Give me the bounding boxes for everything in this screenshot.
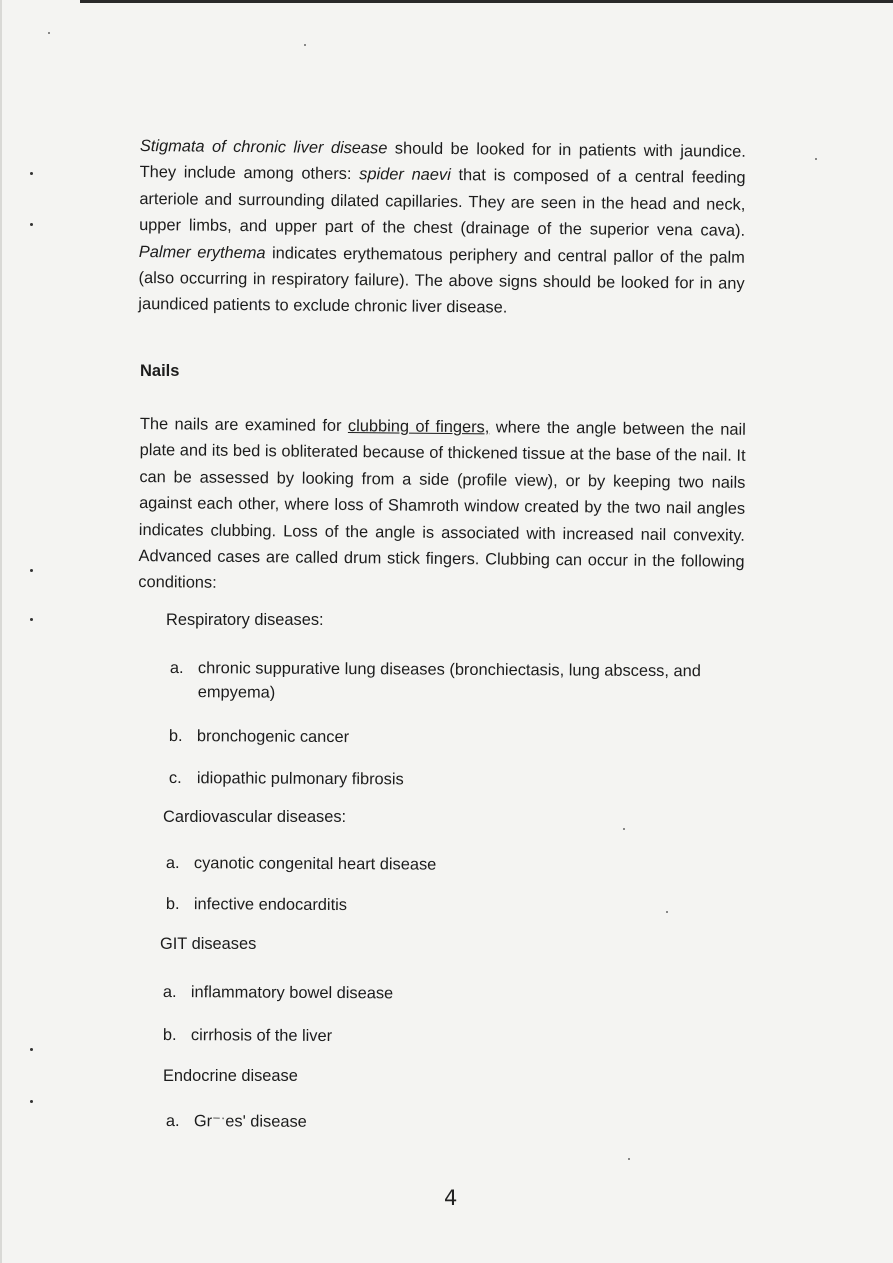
list-item bbox=[166, 1109, 307, 1134]
paragraph-text: The nails are examined for bbox=[139, 414, 349, 435]
list-marker: b. bbox=[162, 1026, 177, 1045]
paragraph-text: that is composed of a central feeding arteriole and surrounding dilated capillaries. They are seen in the head and neck, upper limbs, and upper part of the chest (drainage of the superior vena cava). bbox=[139, 166, 746, 241]
list-item-text: infective endocarditis bbox=[193, 895, 348, 915]
term-clubbing-of-fingers: clubbing of fingers, bbox=[347, 416, 490, 437]
paragraph-text: where the angle between the nail plate and its bed is obliterated because of thickened tissue at the base of the nail. It can be assessed by looking from a side (profile view), or by keeping two nails against each other, where loss of Shamroth window created by the two nail angles indicates clubbing. Loss of the angle is associated with increased nail convexity. Advanced cases are called drum stick fingers. Clubbing can occur in the following conditions: bbox=[138, 418, 746, 593]
scan-speck bbox=[30, 1100, 33, 1103]
list-marker: a. bbox=[169, 658, 184, 678]
scan-speck bbox=[623, 828, 625, 830]
scan-top-edge bbox=[80, 0, 893, 3]
list-item bbox=[170, 656, 750, 708]
term-palmer-erythema: Palmer erythema bbox=[138, 242, 266, 262]
list-item bbox=[166, 851, 437, 877]
scan-speck bbox=[30, 618, 33, 621]
list-marker: a. bbox=[162, 982, 177, 1002]
group-label-cardiovascular: Cardiovascular diseases: bbox=[163, 808, 347, 826]
list-item-text: cirrhosis of the liver bbox=[190, 1026, 333, 1046]
list-item bbox=[163, 980, 393, 1005]
list-item-text: chronic suppurative lung diseases (bronchiectasis, lung abscess, and bbox=[197, 659, 701, 681]
scan-speck bbox=[30, 172, 33, 175]
list-item-text: bronchogenic cancer bbox=[196, 727, 350, 747]
list-item bbox=[169, 766, 404, 791]
section-heading-nails: Nails bbox=[140, 362, 180, 380]
list-marker: b. bbox=[165, 894, 180, 914]
paragraph-nails bbox=[138, 411, 746, 602]
list-item-text: inflammatory bowel disease bbox=[190, 983, 394, 1003]
term-spider-naevi: spider naevi bbox=[359, 165, 451, 185]
scan-speck bbox=[30, 223, 33, 226]
list-marker: a. bbox=[165, 853, 180, 873]
list-marker: b. bbox=[168, 726, 183, 746]
group-label-git: GIT diseases bbox=[160, 935, 257, 953]
page-number: 4 bbox=[444, 1186, 458, 1210]
list-item-text: idiopathic pulmonary fibrosis bbox=[196, 769, 404, 789]
term-stigmata: Stigmata of chronic liver disease bbox=[139, 136, 388, 158]
list-item-text-continued: empyema) bbox=[197, 683, 276, 702]
list-item-text: cyanotic congenital heart disease bbox=[193, 854, 437, 874]
list-item-text: Gr⁻ˑes' disease bbox=[193, 1112, 307, 1131]
list-marker: c. bbox=[168, 768, 182, 788]
scan-speck bbox=[48, 32, 50, 34]
group-label-respiratory: Respiratory diseases: bbox=[166, 611, 324, 629]
paragraph-stigmata bbox=[138, 133, 746, 324]
scan-speck bbox=[30, 569, 33, 572]
scan-speck bbox=[304, 44, 306, 46]
paragraph-text: indicates erythematous periphery and central pallor of the palm (also occurring in respiratory failure). The above signs should be looked for in any jaundiced patients to exclude chronic liver disease. bbox=[138, 243, 745, 317]
list-item bbox=[166, 892, 347, 917]
scan-left-edge bbox=[0, 0, 2, 1263]
group-label-endocrine: Endocrine disease bbox=[163, 1067, 298, 1085]
list-item bbox=[163, 1023, 332, 1048]
list-item bbox=[169, 724, 349, 749]
paragraph-text: should be looked for in patients with jaundice. They include among others: bbox=[139, 139, 746, 184]
scan-speck bbox=[666, 911, 668, 913]
scan-speck bbox=[30, 1048, 33, 1051]
list-marker: a. bbox=[165, 1112, 180, 1131]
scan-speck bbox=[815, 158, 817, 160]
scan-speck bbox=[628, 1158, 630, 1160]
